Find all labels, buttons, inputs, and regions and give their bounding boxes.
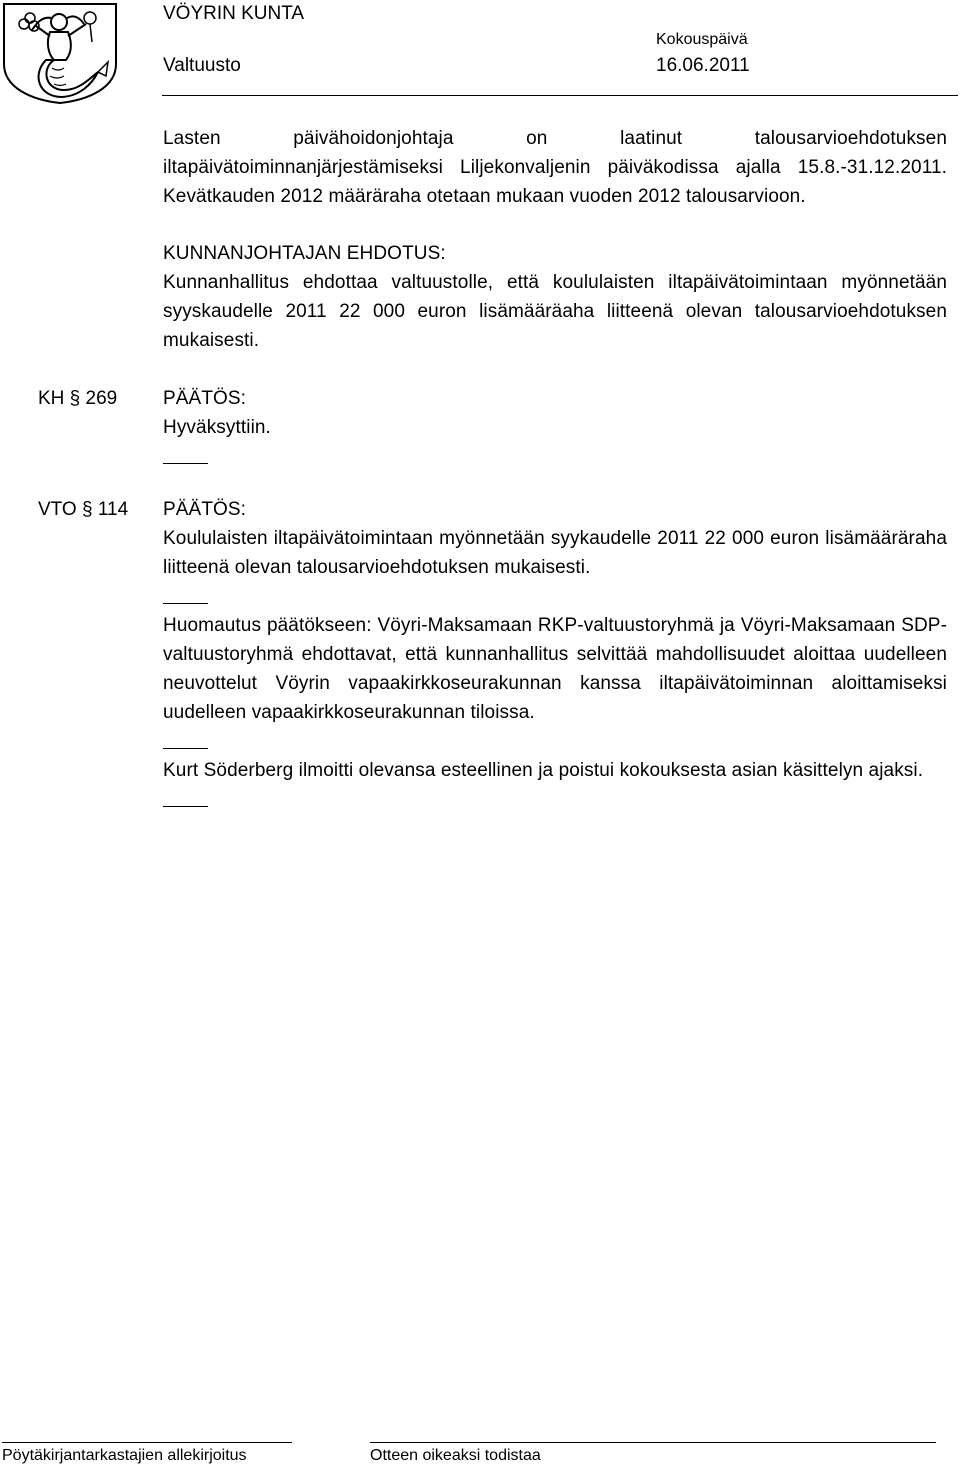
vto-section-label: VTO § 114 [38, 499, 129, 520]
proposal-heading: KUNNANJOHTAJAN EHDOTUS: [163, 243, 446, 264]
proposal-section [163, 239, 947, 355]
intro-paragraph: Lasten päivähoidonjohtaja on laatinut talousarvioehdotuksen iltapäivätoiminnanjärjestämiseksi Liljekonvaljenin päiväkodissa ajalla 15.8.-31.12.2011. Kevätkauden 2012 määräraha otetaan mukaan vuoden 2012 talousarvioon. [163, 128, 947, 207]
meeting-date-label: Kokouspäivä [656, 31, 748, 48]
separator-line [163, 582, 208, 611]
kh-decision-section [163, 384, 947, 471]
certification-rule [370, 1442, 936, 1443]
vto-decision-section [163, 495, 947, 814]
vto-decision-text: Koululaisten iltapäivätoimintaan myönnetään syykaudelle 2011 22 000 euron lisämääräraha liitteenä olevan talousarvioehdotuksen mukaisesti. [163, 528, 947, 578]
header-rule [162, 95, 958, 96]
certification-label: Otteen oikeaksi todistaa [370, 1447, 541, 1464]
separator-line [163, 785, 208, 814]
kh-decision-text: Hyväksyttiin. [163, 417, 271, 438]
disqualification-paragraph: Kurt Söderberg ilmoitti olevansa esteellinen ja poistui kokouksesta asian käsittelyn ajaksi. [163, 760, 924, 781]
meeting-date: 16.06.2011 [656, 55, 750, 76]
separator-line [163, 727, 208, 756]
separator-line [163, 442, 208, 471]
mermaid-coat-of-arms-icon [2, 2, 118, 104]
proposal-paragraph: Kunnanhallitus ehdottaa valtuustolle, että koululaisten iltapäivätoimintaan myönnetään syyskaudelle 2011 22 000 euron lisämääräaha liitteenä olevan talousarvioehdotuksen mukaisesti. [163, 272, 947, 351]
vto-decision-heading: PÄÄTÖS: [163, 499, 247, 520]
kh-decision-heading: PÄÄTÖS: [163, 388, 247, 409]
remark-paragraph: Huomautus päätökseen: Vöyri-Maksamaan RKP-valtuustoryhmä ja Vöyri-Maksamaan SDP-valtuustoryhmä ehdottavat, että kunnanhallitus selvittää mahdollisuudet aloittaa uudelleen neuvottelut Vöyrin vapaakirkkoseurakunnan kanssa iltapäivätoiminnan aloittamiseksi uudelleen vapaakirkkoseurakunnan tiloissa. [163, 615, 947, 723]
body-name: Valtuusto [163, 55, 241, 76]
kh-section-label: KH § 269 [38, 388, 118, 409]
intro-section [163, 124, 947, 211]
signatures-label: Pöytäkirjantarkastajien allekirjoitus [2, 1447, 247, 1464]
organization-name: VÖYRIN KUNTA [163, 3, 305, 24]
signature-rule [2, 1442, 292, 1443]
